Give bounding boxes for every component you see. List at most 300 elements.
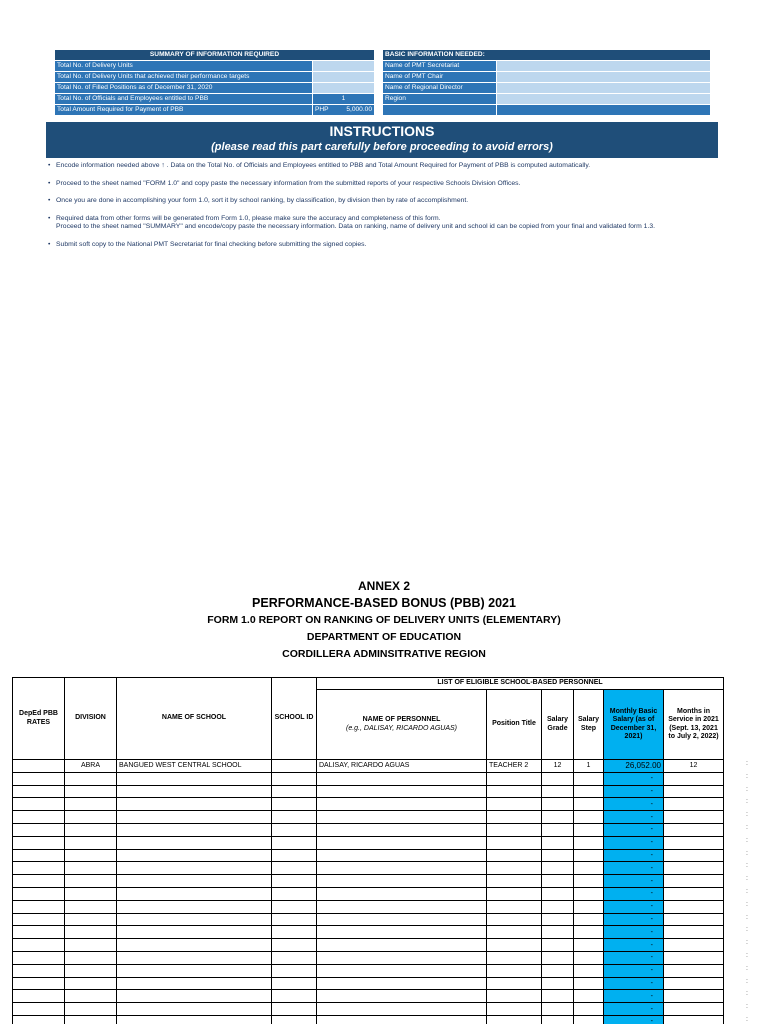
cell-salary-step[interactable] <box>574 772 604 785</box>
cell-salary-step[interactable] <box>574 951 604 964</box>
cell-personnel[interactable] <box>317 913 487 926</box>
cell-months-service[interactable] <box>664 772 724 785</box>
cell-school[interactable] <box>117 977 272 990</box>
cell-school-id[interactable] <box>272 1003 317 1016</box>
cell-salary-grade[interactable] <box>542 951 574 964</box>
col-header-rates: DepEd PBB RATES <box>13 678 65 760</box>
cell-salary-grade[interactable]: 12 <box>542 760 574 773</box>
cell-months-service[interactable]: 12 <box>664 760 724 773</box>
cell-salary-step[interactable] <box>574 849 604 862</box>
table-row <box>13 887 724 900</box>
cell-salary-grade[interactable] <box>542 811 574 824</box>
cell-salary-step[interactable]: 1 <box>574 760 604 773</box>
table-row <box>13 785 724 798</box>
col-header-position: Position Title <box>487 690 542 760</box>
cell-personnel[interactable] <box>317 977 487 990</box>
personnel-table-body <box>13 760 724 1024</box>
cell-months-service[interactable] <box>664 823 724 836</box>
cell-school[interactable] <box>117 875 272 888</box>
cell-position[interactable] <box>487 836 542 849</box>
margin-marks <box>746 758 752 1024</box>
cell-division[interactable] <box>65 939 117 952</box>
cell-position[interactable] <box>487 785 542 798</box>
col-header-months-service: Months in Service in 2021 (Sept. 13, 2021 to July 2, 2022) <box>664 690 724 760</box>
instruction-item: • Submit soft copy to the National PMT Secretariat for final checking before submitting the signed copies. <box>48 241 720 250</box>
total-amount-value: 5,000.00 <box>346 106 372 113</box>
cell-monthly-salary: - <box>604 785 664 798</box>
cell-months-service[interactable] <box>664 900 724 913</box>
cell-salary-step[interactable] <box>574 1015 604 1024</box>
cell-personnel[interactable] <box>317 836 487 849</box>
cell-salary-step[interactable] <box>574 836 604 849</box>
cell-salary-grade[interactable] <box>542 964 574 977</box>
margin-mark: : <box>746 926 748 934</box>
cell-monthly-salary: - <box>604 875 664 888</box>
cell-personnel[interactable] <box>317 900 487 913</box>
cell-school[interactable] <box>117 849 272 862</box>
cell-monthly-salary: - <box>604 939 664 952</box>
cell-rates[interactable] <box>13 811 65 824</box>
table-row <box>13 849 724 862</box>
basic-info-spacer <box>497 105 711 116</box>
personnel-table <box>12 677 724 1024</box>
cell-school-id[interactable] <box>272 772 317 785</box>
margin-mark: : <box>746 913 748 921</box>
instructions-subtitle: (please read this part carefully before proceeding to avoid errors) <box>211 141 553 153</box>
margin-mark: : <box>746 990 748 998</box>
cell-division[interactable] <box>65 862 117 875</box>
cell-school[interactable] <box>117 964 272 977</box>
cell-personnel[interactable] <box>317 926 487 939</box>
cell-salary-step[interactable] <box>574 1003 604 1016</box>
cell-months-service[interactable] <box>664 939 724 952</box>
cell-salary-step[interactable] <box>574 939 604 952</box>
cell-salary-step[interactable] <box>574 823 604 836</box>
basic-info-label: Name of PMT Chair <box>383 72 497 83</box>
cell-rates[interactable] <box>13 836 65 849</box>
cell-salary-grade[interactable] <box>542 900 574 913</box>
margin-mark: : <box>746 964 748 972</box>
cell-monthly-salary: - <box>604 836 664 849</box>
cell-position[interactable] <box>487 939 542 952</box>
basic-info-spacer <box>383 105 497 116</box>
summary-value-cell[interactable] <box>313 61 375 72</box>
cell-rates[interactable] <box>13 951 65 964</box>
cell-salary-grade[interactable] <box>542 836 574 849</box>
annex-title: PERFORMANCE-BASED BONUS (PBB) 2021 <box>252 596 516 610</box>
cell-monthly-salary: - <box>604 862 664 875</box>
cell-monthly-salary: - <box>604 1003 664 1016</box>
form-title: FORM 1.0 REPORT ON RANKING OF DELIVERY UNITS (ELEMENTARY) <box>207 614 561 626</box>
cell-rates[interactable] <box>13 913 65 926</box>
cell-position[interactable] <box>487 862 542 875</box>
summary-table <box>54 49 375 116</box>
cell-position[interactable] <box>487 823 542 836</box>
cell-position[interactable] <box>487 811 542 824</box>
cell-position[interactable] <box>487 977 542 990</box>
cell-school-id[interactable] <box>272 785 317 798</box>
cell-rates[interactable] <box>13 798 65 811</box>
col-header-salary-step: Salary Step <box>574 690 604 760</box>
cell-months-service[interactable] <box>664 951 724 964</box>
cell-salary-grade[interactable] <box>542 1015 574 1024</box>
cell-position[interactable] <box>487 900 542 913</box>
region-name: CORDILLERA ADMINSITRATIVE REGION <box>282 648 486 660</box>
cell-monthly-salary: 26,052.00 <box>604 760 664 773</box>
cell-school[interactable] <box>117 939 272 952</box>
col-header-salary-grade: Salary Grade <box>542 690 574 760</box>
cell-personnel[interactable] <box>317 862 487 875</box>
cell-rates[interactable] <box>13 926 65 939</box>
table-row <box>13 1015 724 1024</box>
annex-heading <box>0 578 768 663</box>
cell-school-id[interactable] <box>272 887 317 900</box>
col-header-division: DIVISION <box>65 678 117 760</box>
cell-salary-grade[interactable] <box>542 875 574 888</box>
cell-division[interactable] <box>65 887 117 900</box>
cell-rates[interactable] <box>13 964 65 977</box>
cell-division[interactable] <box>65 951 117 964</box>
cell-salary-grade[interactable] <box>542 772 574 785</box>
summary-value-cell[interactable] <box>313 83 375 94</box>
cell-school[interactable] <box>117 811 272 824</box>
cell-position[interactable] <box>487 964 542 977</box>
margin-mark: : <box>746 811 748 819</box>
cell-months-service[interactable] <box>664 990 724 1003</box>
cell-personnel[interactable] <box>317 1015 487 1024</box>
cell-school-id[interactable] <box>272 1015 317 1024</box>
cell-salary-grade[interactable] <box>542 977 574 990</box>
cell-division[interactable] <box>65 1015 117 1024</box>
summary-label: Total No. of Delivery Units <box>55 61 313 72</box>
cell-school[interactable] <box>117 951 272 964</box>
cell-school-id[interactable] <box>272 964 317 977</box>
cell-rates[interactable] <box>13 977 65 990</box>
cell-salary-grade[interactable] <box>542 939 574 952</box>
table-row <box>13 760 724 773</box>
cell-salary-grade[interactable] <box>542 862 574 875</box>
cell-school-id[interactable] <box>272 760 317 773</box>
cell-salary-step[interactable] <box>574 798 604 811</box>
cell-division[interactable] <box>65 964 117 977</box>
summary-total-amount <box>313 105 375 116</box>
cell-division[interactable] <box>65 811 117 824</box>
cell-months-service[interactable] <box>664 811 724 824</box>
cell-monthly-salary: - <box>604 849 664 862</box>
summary-employee-count: 1 <box>313 94 375 105</box>
cell-salary-grade[interactable] <box>542 785 574 798</box>
table-row <box>13 913 724 926</box>
table-row <box>13 939 724 952</box>
margin-mark: : <box>746 823 748 831</box>
cell-personnel[interactable] <box>317 1003 487 1016</box>
cell-months-service[interactable] <box>664 913 724 926</box>
margin-mark: : <box>746 772 748 780</box>
region-field[interactable] <box>497 94 711 105</box>
margin-mark: : <box>746 951 748 959</box>
cell-rates[interactable] <box>13 772 65 785</box>
cell-salary-step[interactable] <box>574 926 604 939</box>
cell-monthly-salary: - <box>604 772 664 785</box>
cell-rates[interactable] <box>13 900 65 913</box>
margin-mark: : <box>746 849 748 857</box>
cell-school[interactable] <box>117 887 272 900</box>
cell-division[interactable] <box>65 1003 117 1016</box>
cell-school[interactable] <box>117 772 272 785</box>
instruction-item: • Encode information needed above ↑ . Data on the Total No. of Officials and Employees entitled to PBB and Total Amount Required for Payment of PBB is computed automatically. <box>48 162 720 171</box>
cell-monthly-salary: - <box>604 951 664 964</box>
basic-info-label: Name of Regional Director <box>383 83 497 94</box>
cell-position[interactable]: TEACHER 2 <box>487 760 542 773</box>
cell-salary-step[interactable] <box>574 913 604 926</box>
cell-salary-step[interactable] <box>574 990 604 1003</box>
cell-school-id[interactable] <box>272 939 317 952</box>
cell-division[interactable] <box>65 913 117 926</box>
table-row <box>13 811 724 824</box>
cell-personnel[interactable] <box>317 939 487 952</box>
cell-position[interactable] <box>487 849 542 862</box>
cell-school[interactable] <box>117 913 272 926</box>
cell-salary-grade[interactable] <box>542 913 574 926</box>
cell-salary-grade[interactable] <box>542 798 574 811</box>
cell-division[interactable] <box>65 823 117 836</box>
cell-salary-step[interactable] <box>574 887 604 900</box>
cell-position[interactable] <box>487 772 542 785</box>
cell-division[interactable] <box>65 926 117 939</box>
col-header-school-id: SCHOOL ID <box>272 678 317 760</box>
cell-months-service[interactable] <box>664 1003 724 1016</box>
cell-salary-step[interactable] <box>574 900 604 913</box>
cell-position[interactable] <box>487 875 542 888</box>
cell-months-service[interactable] <box>664 977 724 990</box>
cell-salary-step[interactable] <box>574 977 604 990</box>
cell-school[interactable] <box>117 785 272 798</box>
cell-school[interactable] <box>117 926 272 939</box>
margin-mark: : <box>746 760 748 767</box>
cell-school-id[interactable] <box>272 900 317 913</box>
cell-rates[interactable] <box>13 862 65 875</box>
col-header-monthly-salary: Monthly Basic Salary (as of December 31, 2021) <box>604 690 664 760</box>
annex-number: ANNEX 2 <box>357 579 410 593</box>
summary-header: SUMMARY OF INFORMATION REQUIRED <box>55 50 375 61</box>
table-row <box>13 951 724 964</box>
margin-mark: : <box>746 798 748 806</box>
margin-mark: : <box>746 887 748 895</box>
cell-personnel[interactable] <box>317 990 487 1003</box>
cell-school-id[interactable] <box>272 990 317 1003</box>
cell-months-service[interactable] <box>664 862 724 875</box>
cell-school-id[interactable] <box>272 823 317 836</box>
pmt-chair-field[interactable] <box>497 72 711 83</box>
table-row <box>13 990 724 1003</box>
cell-salary-step[interactable] <box>574 785 604 798</box>
basic-info-table <box>382 49 711 116</box>
personnel-header-label: NAME OF PERSONNEL <box>362 716 441 723</box>
table-row <box>13 1003 724 1016</box>
cell-salary-grade[interactable] <box>542 823 574 836</box>
cell-school[interactable]: BANGUED WEST CENTRAL SCHOOL <box>117 760 272 773</box>
summary-label: Total No. of Filled Positions as of December 31, 2020 <box>55 83 313 94</box>
cell-school[interactable] <box>117 798 272 811</box>
cell-personnel[interactable] <box>317 823 487 836</box>
table-row <box>13 798 724 811</box>
cell-school[interactable] <box>117 990 272 1003</box>
cell-salary-step[interactable] <box>574 811 604 824</box>
cell-rates[interactable] <box>13 823 65 836</box>
cell-monthly-salary: - <box>604 990 664 1003</box>
cell-school[interactable] <box>117 862 272 875</box>
department-name: DEPARTMENT OF EDUCATION <box>306 631 462 643</box>
cell-monthly-salary: - <box>604 798 664 811</box>
group-header-eligible-personnel: LIST OF ELIGIBLE SCHOOL-BASED PERSONNEL <box>317 678 724 690</box>
cell-months-service[interactable] <box>664 849 724 862</box>
cell-division[interactable] <box>65 900 117 913</box>
cell-school[interactable] <box>117 823 272 836</box>
cell-personnel[interactable]: DALISAY, RICARDO AGUAS <box>317 760 487 773</box>
cell-personnel[interactable] <box>317 951 487 964</box>
cell-division[interactable]: ABRA <box>65 760 117 773</box>
cell-rates[interactable] <box>13 1003 65 1016</box>
basic-info-header: BASIC INFORMATION NEEDED: <box>383 50 711 61</box>
cell-division[interactable] <box>65 836 117 849</box>
cell-salary-step[interactable] <box>574 964 604 977</box>
cell-months-service[interactable] <box>664 836 724 849</box>
cell-personnel[interactable] <box>317 849 487 862</box>
cell-school-id[interactable] <box>272 849 317 862</box>
summary-value-cell[interactable] <box>313 72 375 83</box>
cell-position[interactable] <box>487 1003 542 1016</box>
table-row <box>13 964 724 977</box>
cell-salary-grade[interactable] <box>542 926 574 939</box>
regional-director-field[interactable] <box>497 83 711 94</box>
table-row <box>13 900 724 913</box>
cell-personnel[interactable] <box>317 811 487 824</box>
cell-school[interactable] <box>117 1015 272 1024</box>
cell-position[interactable] <box>487 913 542 926</box>
cell-rates[interactable] <box>13 785 65 798</box>
cell-salary-grade[interactable] <box>542 849 574 862</box>
pmt-secretariat-field[interactable] <box>497 61 711 72</box>
margin-mark: : <box>746 1015 748 1023</box>
basic-info-label: Name of PMT Secretariat <box>383 61 497 72</box>
cell-school-id[interactable] <box>272 836 317 849</box>
cell-months-service[interactable] <box>664 887 724 900</box>
col-header-school: NAME OF SCHOOL <box>117 678 272 760</box>
cell-school-id[interactable] <box>272 862 317 875</box>
cell-position[interactable] <box>487 951 542 964</box>
cell-personnel[interactable] <box>317 887 487 900</box>
cell-position[interactable] <box>487 798 542 811</box>
cell-division[interactable] <box>65 798 117 811</box>
cell-salary-grade[interactable] <box>542 1003 574 1016</box>
cell-school[interactable] <box>117 1003 272 1016</box>
cell-months-service[interactable] <box>664 785 724 798</box>
cell-months-service[interactable] <box>664 798 724 811</box>
table-row <box>13 977 724 990</box>
cell-salary-grade[interactable] <box>542 990 574 1003</box>
cell-school-id[interactable] <box>272 977 317 990</box>
cell-school-id[interactable] <box>272 913 317 926</box>
cell-division[interactable] <box>65 785 117 798</box>
cell-division[interactable] <box>65 772 117 785</box>
cell-personnel[interactable] <box>317 875 487 888</box>
cell-division[interactable] <box>65 875 117 888</box>
cell-rates[interactable] <box>13 939 65 952</box>
cell-monthly-salary: - <box>604 823 664 836</box>
cell-personnel[interactable] <box>317 964 487 977</box>
table-row <box>13 823 724 836</box>
cell-personnel[interactable] <box>317 772 487 785</box>
cell-salary-step[interactable] <box>574 862 604 875</box>
cell-monthly-salary: - <box>604 926 664 939</box>
cell-salary-step[interactable] <box>574 875 604 888</box>
table-row <box>13 875 724 888</box>
cell-rates[interactable] <box>13 1015 65 1024</box>
cell-months-service[interactable] <box>664 1015 724 1024</box>
cell-rates[interactable] <box>13 875 65 888</box>
basic-info-label: Region <box>383 94 497 105</box>
cell-school-id[interactable] <box>272 951 317 964</box>
cell-months-service[interactable] <box>664 926 724 939</box>
table-row <box>13 772 724 785</box>
margin-mark: : <box>746 939 748 947</box>
summary-label: Total Amount Required for Payment of PBB <box>55 105 313 116</box>
table-row <box>13 926 724 939</box>
cell-monthly-salary: - <box>604 977 664 990</box>
cell-months-service[interactable] <box>664 875 724 888</box>
cell-position[interactable] <box>487 1015 542 1024</box>
cell-position[interactable] <box>487 990 542 1003</box>
cell-salary-grade[interactable] <box>542 887 574 900</box>
cell-rates[interactable] <box>13 760 65 773</box>
margin-mark: : <box>746 1003 748 1011</box>
instruction-list <box>48 162 720 258</box>
cell-monthly-salary: - <box>604 1015 664 1024</box>
instruction-item: • Proceed to the sheet named "FORM 1.0" and copy paste the necessary information from the submitted reports of your respective Schools Division Offices. <box>48 180 720 189</box>
col-header-personnel <box>317 690 487 760</box>
instruction-item: • Required data from other forms will be generated from Form 1.0, please make sure the accuracy and completeness of this form. Proceed to the sheet named "SUMMARY" and encode/copy paste the necessary information. Data on ranking, name of delivery unit and school id can be copied from your final and validated form 1.3. <box>48 215 720 232</box>
cell-rates[interactable] <box>13 887 65 900</box>
cell-months-service[interactable] <box>664 964 724 977</box>
cell-school[interactable] <box>117 836 272 849</box>
cell-school-id[interactable] <box>272 875 317 888</box>
cell-school-id[interactable] <box>272 798 317 811</box>
table-row <box>13 836 724 849</box>
cell-position[interactable] <box>487 926 542 939</box>
cell-school-id[interactable] <box>272 811 317 824</box>
table-row <box>13 862 724 875</box>
cell-monthly-salary: - <box>604 811 664 824</box>
cell-personnel[interactable] <box>317 785 487 798</box>
cell-division[interactable] <box>65 849 117 862</box>
instructions-banner <box>46 122 718 158</box>
margin-mark: : <box>746 875 748 883</box>
summary-label: Total No. of Officials and Employees entitled to PBB <box>55 94 313 105</box>
cell-school-id[interactable] <box>272 926 317 939</box>
margin-mark: : <box>746 900 748 908</box>
cell-rates[interactable] <box>13 849 65 862</box>
currency-prefix: PHP <box>315 106 329 113</box>
margin-mark: : <box>746 977 748 985</box>
margin-mark: : <box>746 862 748 870</box>
cell-personnel[interactable] <box>317 798 487 811</box>
cell-position[interactable] <box>487 887 542 900</box>
cell-rates[interactable] <box>13 990 65 1003</box>
cell-division[interactable] <box>65 990 117 1003</box>
cell-division[interactable] <box>65 977 117 990</box>
cell-school[interactable] <box>117 900 272 913</box>
margin-mark: : <box>746 785 748 793</box>
